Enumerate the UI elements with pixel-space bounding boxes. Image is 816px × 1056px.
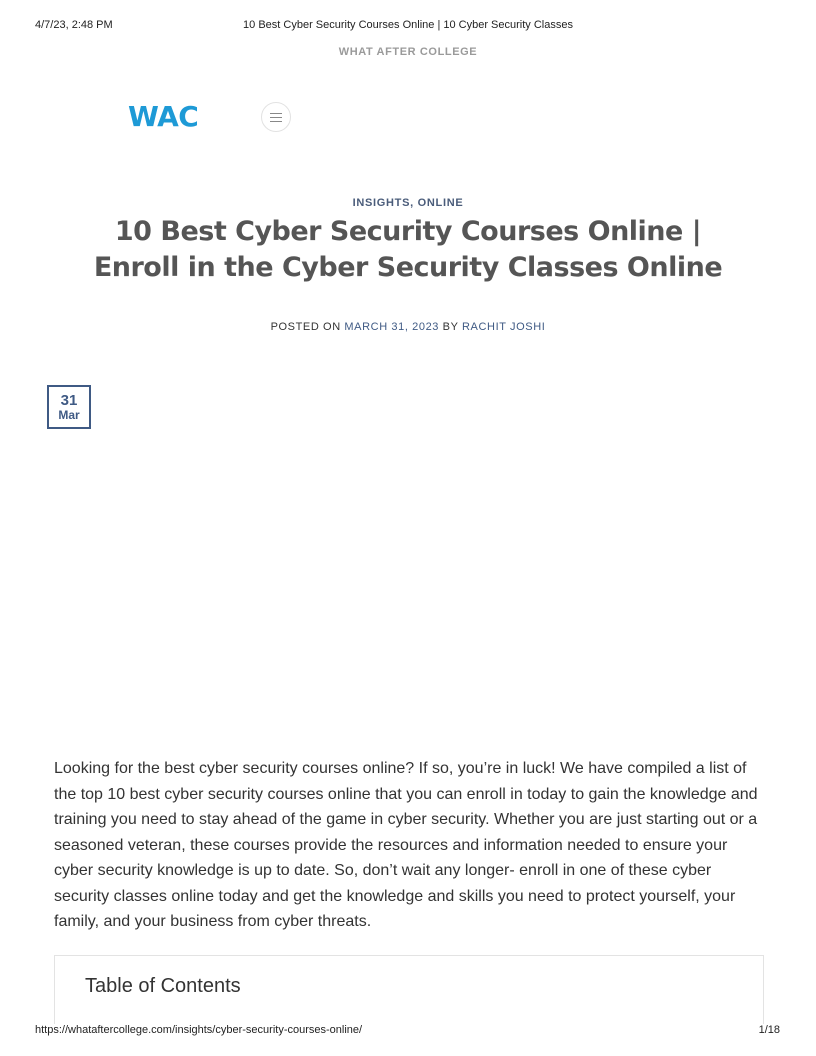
print-page-number: 1/18 bbox=[758, 1024, 780, 1036]
site-logo[interactable]: WAC bbox=[128, 100, 199, 133]
date-badge-day: 31 bbox=[60, 392, 78, 409]
post-date-link[interactable]: MARCH 31, 2023 bbox=[344, 321, 440, 333]
category-link-online[interactable]: ONLINE bbox=[417, 197, 464, 209]
date-badge-month: Mar bbox=[58, 408, 80, 422]
post-title: 10 Best Cyber Security Courses Online | Enroll in the Cyber Security Classes Online bbox=[93, 216, 723, 283]
intro-paragraph: Looking for the best cyber security courses online? If so, you’re in luck! We have compiled a list of the top 10 best cyber security courses online that you can enroll in today to gain the knowledge and training you need to stay ahead of the game in cyber security. Whether you are just starting out or a seasoned veteran, these courses provide the resources and information needed to ensure your cyber security knowledge is up to date. So, don’t wait any longer- enroll in one of these cyber security classes online today and get the knowledge and skills you need to protect yourself, your family, and your business from cyber threats. bbox=[54, 760, 758, 930]
print-datetime: 4/7/23, 2:48 PM bbox=[35, 19, 113, 31]
post-categories bbox=[0, 197, 816, 209]
hamburger-menu-icon bbox=[270, 113, 282, 122]
by-label: BY bbox=[442, 321, 459, 333]
print-url: https://whataftercollege.com/insights/cyber-security-courses-online/ bbox=[35, 1024, 363, 1036]
author-link[interactable]: RACHIT JOSHI bbox=[462, 321, 546, 333]
menu-toggle-button[interactable] bbox=[261, 102, 291, 132]
date-badge bbox=[47, 385, 91, 429]
table-of-contents bbox=[54, 955, 764, 1035]
print-header bbox=[0, 19, 816, 33]
category-link-insights[interactable]: INSIGHTS bbox=[352, 197, 411, 209]
category-separator: , bbox=[410, 197, 414, 209]
print-document-title: 10 Best Cyber Security Courses Online | 10 Cyber Security Classes bbox=[243, 19, 573, 31]
post-meta bbox=[0, 321, 816, 333]
print-footer bbox=[0, 1024, 816, 1038]
toc-title[interactable]: Table of Contents bbox=[85, 975, 241, 997]
site-name[interactable]: WHAT AFTER COLLEGE bbox=[338, 46, 478, 58]
posted-on-label: POSTED ON bbox=[270, 321, 341, 333]
